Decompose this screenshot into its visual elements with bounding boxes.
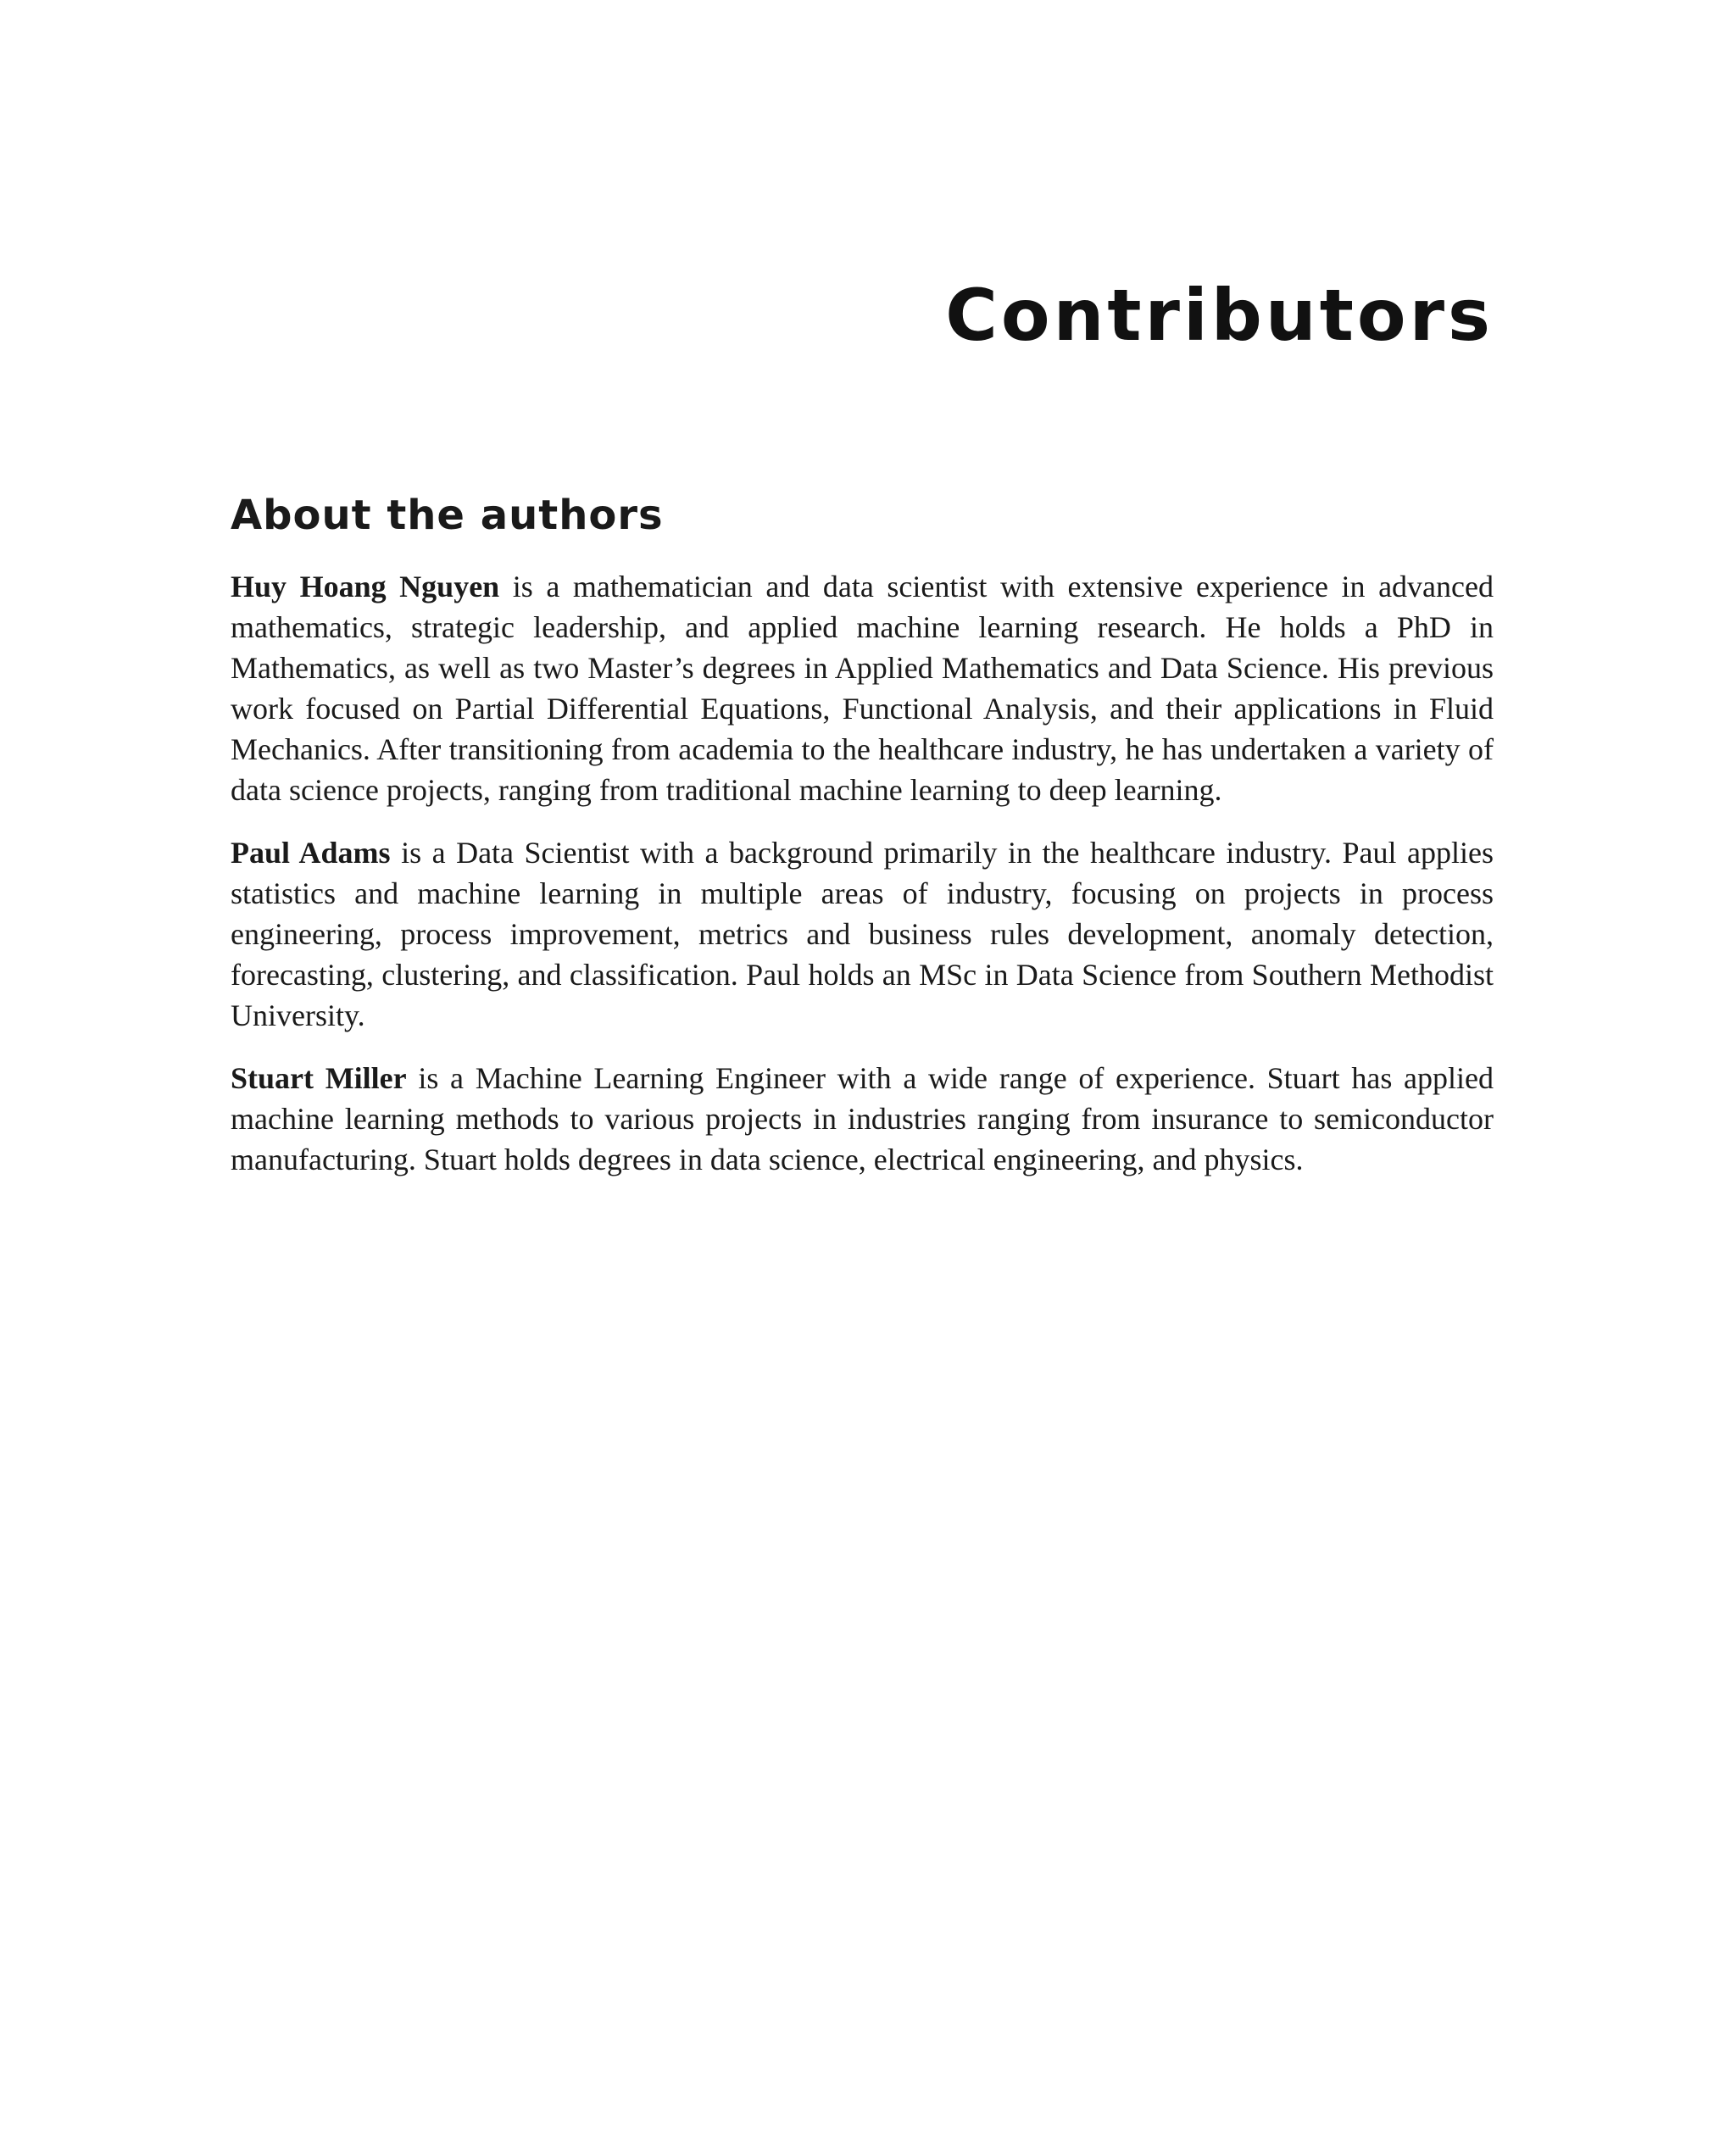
author-bio [231,566,1494,810]
author-bio-text: is a Data Scientist with a background primarily in the healthcare industry. Paul applies statistics and machine learning in multiple areas of industry, focusing on projects in process engineering, process improvement, metrics and business rules development, anomaly detection, forecasting, clustering, and classification. Paul holds an MSc in Data Science from Southern Methodist University. [231,835,1494,1032]
author-bio-text: is a Machine Learning Engineer with a wide range of experience. Stuart has applied machine learning methods to various projects in industries ranging from insurance to semiconductor manufacturing. Stuart holds degrees in data science, electrical engineering, and physics. [231,1060,1494,1176]
author-bio [231,832,1494,1036]
author-bio [231,1058,1494,1180]
author-name: Paul Adams [231,835,391,870]
chapter-title: Contributors [945,274,1494,357]
authors-section [231,492,1494,1202]
author-bio-text: is a mathematician and data scientist with extensive experience in advanced mathematics, strategic leadership, and applied machine learning research. He holds a PhD in Mathematics, as well as two Master’s degrees in Applied Mathematics and Data Science. His previous work focused on Partial Differential Equations, Functional Analysis, and their applications in Fluid Mechanics. After transitioning from academia to the healthcare industry, he has undertaken a variety of data science projects, ranging from traditional machine learning to deep learning. [231,569,1494,807]
author-name: Huy Hoang Nguyen [231,569,500,603]
section-heading: About the authors [231,492,664,539]
author-name: Stuart Miller [231,1060,407,1095]
